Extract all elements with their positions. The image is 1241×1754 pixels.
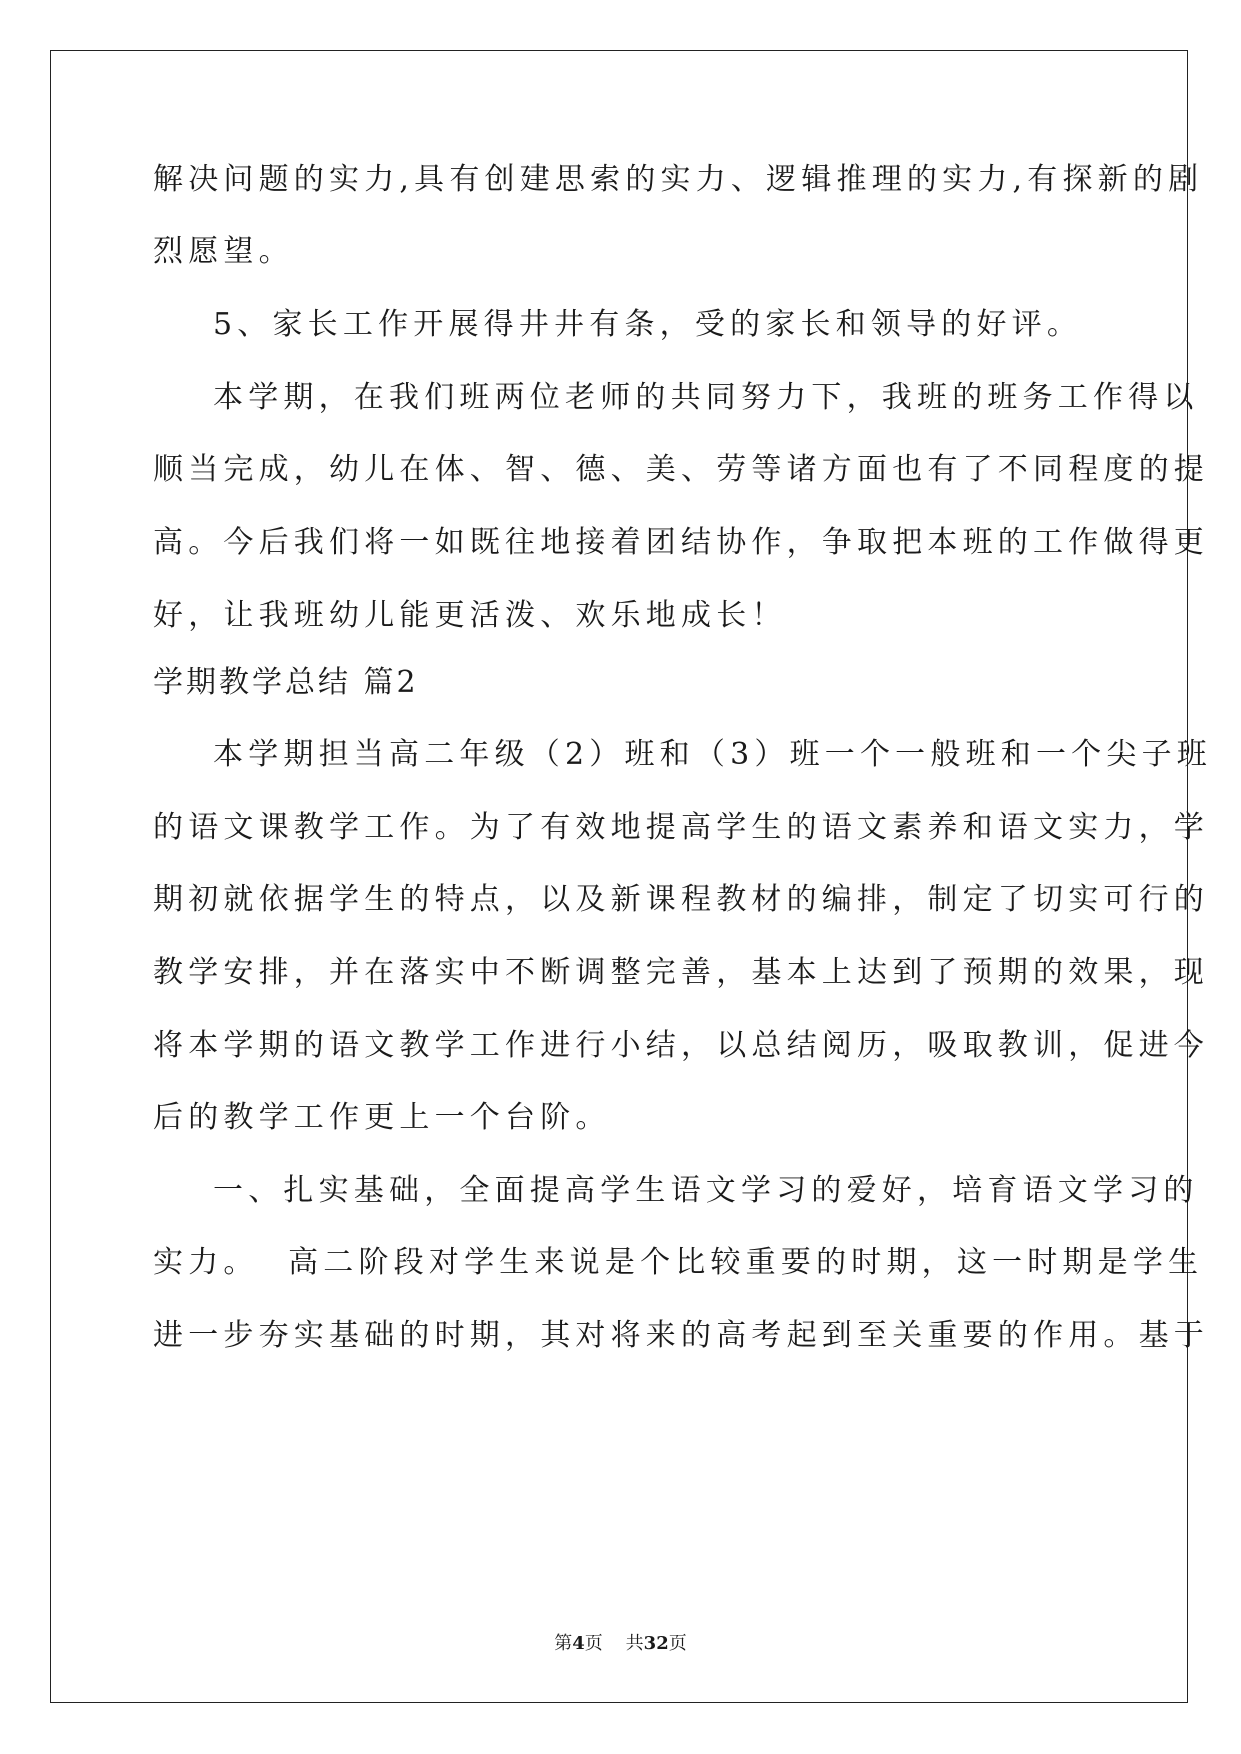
body-line: 进一步夯实基础的时期，其对将来的高考起到至关重要的作用。基于: [153, 1318, 1209, 1353]
body-line: 顺当完成，幼儿在体、智、德、美、劳等诸方面也有了不同程度的提: [153, 452, 1209, 487]
total-suffix: 页: [668, 1633, 687, 1654]
body-line: 高。今后我们将一如既往地接着团结协作，争取把本班的工作做得更: [153, 525, 1209, 560]
body-line: 后的教学工作更上一个台阶。: [153, 1100, 611, 1135]
page-suffix: 页: [584, 1633, 603, 1654]
body-line: 教学安排，并在落实中不断调整完善，基本上达到了预期的效果，现: [153, 955, 1209, 990]
body-line: 本学期担当高二年级（2）班和（3）班一个一般班和一个尖子班: [213, 737, 1212, 772]
body-line: 将本学期的语文教学工作进行小结，以总结阅历，吸取教训，促进今: [153, 1028, 1209, 1063]
page-footer: [0, 1632, 1241, 1656]
body-line: 期初就依据学生的特点，以及新课程教材的编排，制定了切实可行的: [153, 882, 1209, 917]
body-line: 好，让我班幼儿能更活泼、欢乐地成长！: [153, 598, 787, 633]
total-prefix: 共: [625, 1633, 644, 1654]
section-heading: 学期教学总结 篇2: [153, 665, 419, 700]
body-line: 5、家长工作开展得井井有条，受的家长和领导的好评。: [213, 307, 1083, 342]
body-line: 本学期，在我们班两位老师的共同努力下，我班的班务工作得以: [213, 380, 1199, 415]
page-border: [50, 50, 1188, 1703]
total-pages: 32: [643, 1633, 669, 1654]
page-number: 4: [572, 1633, 585, 1654]
body-line: 的语文课教学工作。为了有效地提高学生的语文素养和语文实力，学: [153, 810, 1209, 845]
page-prefix: 第: [554, 1633, 573, 1654]
body-line: 解决问题的实力,具有创建思索的实力、逻辑推理的实力,有探新的剧: [153, 162, 1204, 197]
body-line: 实力。 高二阶段对学生来说是个比较重要的时期，这一时期是学生: [153, 1245, 1204, 1280]
body-line: 烈愿望。: [153, 234, 294, 269]
body-line: 一、扎实基础，全面提高学生语文学习的爱好，培育语文学习的: [213, 1173, 1199, 1208]
